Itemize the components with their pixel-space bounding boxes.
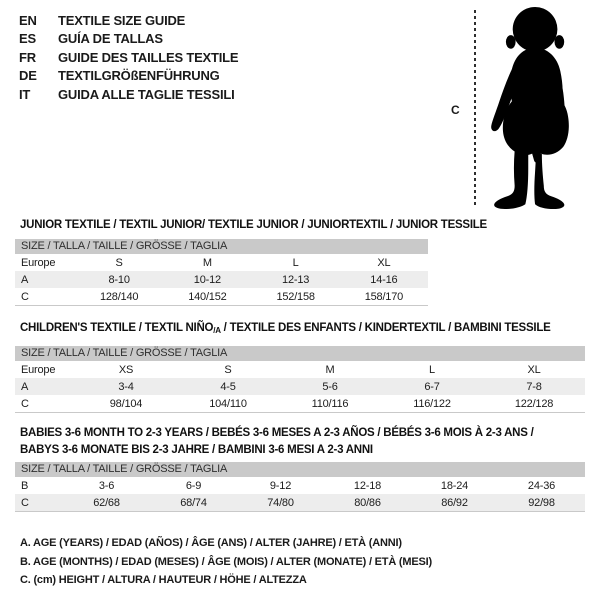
size-cell: 12-13 <box>282 273 310 286</box>
size-cell: XL <box>377 256 391 269</box>
size-cell: 8-10 <box>108 273 130 286</box>
row-label: A <box>21 380 29 393</box>
caption-text: / TEXTILE DES ENFANTS / KINDERTEXTIL / BAMBINI TESSILE <box>220 322 551 334</box>
table-row <box>15 254 428 271</box>
table-row <box>15 378 585 395</box>
language-row <box>19 12 238 30</box>
language-row <box>19 86 238 104</box>
language-code: FR <box>19 49 36 65</box>
size-cell: 18-24 <box>440 479 469 492</box>
language-row <box>19 67 238 85</box>
table-caption-babies <box>20 425 534 458</box>
table-row <box>15 271 428 288</box>
baby-leg-right <box>534 154 564 209</box>
row-label: B <box>21 479 29 492</box>
caption-line: BABIES 3-6 MONTH TO 2-3 YEARS / BEBÉS 3-6 MESES A 2-3 AÑOS / BÉBÉS 3-6 MOIS À 2-3 ANS / <box>20 427 534 439</box>
footnotes-block <box>20 534 432 590</box>
baby-shorts <box>503 99 569 162</box>
row-label: C <box>21 397 29 410</box>
caption-line: BABYS 3-6 MONATE BIS 2-3 JAHRE / BAMBINI 3-6 MESI A 2-3 ANNI <box>20 443 373 456</box>
row-label: C <box>21 290 29 303</box>
size-cell: 6-7 <box>424 380 440 393</box>
language-code: DE <box>19 68 37 84</box>
language-row <box>19 30 238 48</box>
height-measure-label: C <box>451 103 460 117</box>
height-measure-dashed-line <box>474 10 476 206</box>
table-row <box>15 361 585 378</box>
size-cell: 140/152 <box>188 290 227 303</box>
babies-size-table <box>15 462 585 512</box>
baby-head <box>513 7 558 52</box>
language-label: GUÍA DE TALLAS <box>58 31 163 47</box>
size-header: SIZE / TALLA / TAILLE / GRÖSSE / TAGLIA <box>15 239 428 254</box>
language-title-block <box>19 12 238 104</box>
size-cell: 62/68 <box>93 496 120 509</box>
size-cell: M <box>202 256 212 269</box>
size-cell: 122/128 <box>514 397 554 410</box>
size-cell: 6-9 <box>185 479 202 492</box>
row-label: Europe <box>21 256 56 269</box>
language-row <box>19 49 238 67</box>
table-row <box>15 494 585 512</box>
language-code: IT <box>19 86 31 102</box>
size-header: SIZE / TALLA / TAILLE / GRÖSSE / TAGLIA <box>15 346 585 361</box>
footnote-a: A. AGE (YEARS) / EDAD (AÑOS) / ÂGE (ANS) / ALTER (JAHRE) / ETÀ (ANNI) <box>20 537 402 549</box>
size-cell: XS <box>118 363 134 376</box>
size-cell: 68/74 <box>180 496 207 509</box>
size-cell: S <box>224 363 232 376</box>
baby-ear-right <box>554 35 564 49</box>
caption-subscript: /A <box>213 326 221 335</box>
size-cell: 12-18 <box>353 479 382 492</box>
size-header: SIZE / TALLA / TAILLE / GRÖSSE / TAGLIA <box>15 462 585 477</box>
row-label: C <box>21 496 29 509</box>
row-label: Europe <box>21 363 56 376</box>
table-caption-junior: JUNIOR TEXTILE / TEXTIL JUNIOR/ TEXTILE JUNIOR / JUNIORTEXTIL / JUNIOR TESSILE <box>20 219 487 231</box>
size-cell: M <box>325 363 335 376</box>
table-row <box>15 288 428 306</box>
size-cell: 24-36 <box>527 479 556 492</box>
size-cell: 92/98 <box>528 496 555 509</box>
size-cell: 5-6 <box>322 380 338 393</box>
table-caption-children <box>20 320 551 340</box>
baby-ear-left <box>506 35 516 49</box>
size-cell: 98/104 <box>109 397 143 410</box>
table-row <box>15 477 585 494</box>
baby-leg-left <box>494 151 528 209</box>
size-cell: 4-5 <box>220 380 236 393</box>
size-cell: 10-12 <box>193 273 221 286</box>
caption-text: CHILDREN'S TEXTILE / TEXTIL NIÑO <box>20 322 214 334</box>
size-cell: 3-4 <box>118 380 134 393</box>
size-cell: 80/86 <box>354 496 381 509</box>
size-cell: 128/140 <box>99 290 139 303</box>
footnote-b: B. AGE (MONTHS) / EDAD (MESES) / ÂGE (MOIS) / ALTER (MONATE) / ETÀ (MESI) <box>20 555 432 568</box>
size-cell: 3-6 <box>98 479 115 492</box>
size-cell: 74/80 <box>267 496 294 509</box>
language-label: TEXTILE SIZE GUIDE <box>58 13 186 28</box>
size-cell: 7-8 <box>526 380 542 393</box>
table-row <box>15 395 585 413</box>
children-size-table <box>15 346 585 413</box>
language-label: GUIDA ALLE TAGLIE TESSILI <box>58 86 235 102</box>
size-cell: 9-12 <box>269 479 292 492</box>
language-label: GUIDE DES TAILLES TEXTILE <box>58 49 239 65</box>
size-cell: 14-16 <box>370 273 398 286</box>
size-cell: 152/158 <box>276 290 315 303</box>
language-code: EN <box>19 13 37 28</box>
baby-silhouette <box>478 5 596 211</box>
size-cell: 86/92 <box>441 496 468 509</box>
junior-size-table <box>15 239 428 306</box>
language-label: TEXTILGRÖßENFÜHRUNG <box>58 68 220 84</box>
size-cell: 158/170 <box>364 290 404 303</box>
size-cell: XL <box>527 363 541 376</box>
row-label: A <box>21 273 29 286</box>
size-cell: S <box>115 256 123 269</box>
size-cell: 116/122 <box>413 397 451 410</box>
footnote-c: C. (cm) HEIGHT / ALTURA / HAUTEUR / HÖHE / ALTEZZA <box>20 574 307 587</box>
size-cell: L <box>292 256 299 269</box>
size-cell: 110/116 <box>311 397 349 410</box>
size-cell: 104/110 <box>209 397 247 410</box>
language-code: ES <box>19 31 36 47</box>
size-cell: L <box>429 363 435 376</box>
